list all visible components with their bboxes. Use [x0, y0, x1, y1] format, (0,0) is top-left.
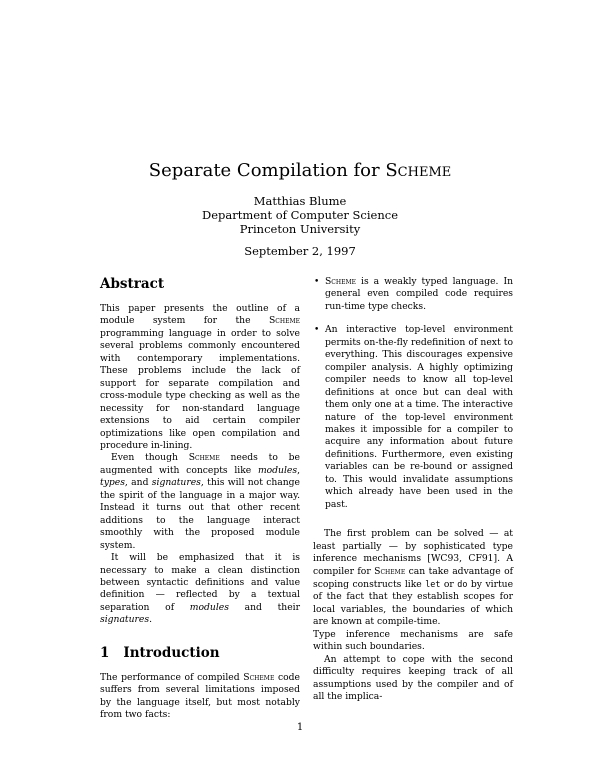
abstract-paragraph-3: It will be emphasized that it is necessary to make a clean distinction between syntactic definitions and value definition — reflected by a textual separation of modules and their signatures.: [100, 552, 300, 626]
paper-title: [0, 160, 600, 182]
section-number: 1: [100, 644, 110, 661]
body-paragraph-1: The first problem can be solved — at least partially — by sophisticated type inference mechanisms [WC93, CF91]. A compiler for Scheme can take advantage of scoping constructs like let or do by virtue of the fact that they establish scopes for local variables, the boundaries of which are known at compile-time.: [313, 528, 514, 628]
introduction-paragraph-1: The performance of compiled Scheme code suffers from several limitations imposed by the language itself, but most notably from two facts:: [100, 671, 300, 721]
body-paragraph-3: An attempt to cope with the second difficulty requires keeping track of all assumptions used by the compiler and of all the implica-: [313, 653, 513, 703]
title-text: Separate Compilation for: [148, 160, 386, 181]
abstract-heading: Abstract: [100, 276, 165, 292]
author-name: Matthias Blume: [253, 194, 347, 208]
right-column: [313, 276, 513, 704]
abstract-paragraph-1: This paper presents the outline of a module system for the Scheme programming language in order to solve several problems commonly encountered with contemporary implementations. These problems include the lack of support for separate compilation and cross-module type checking as well as the necessity for non-standard language extensions to aid certain compiler optimizations like open compilation and procedure in-lining.: [100, 303, 300, 451]
introduction-heading: [100, 645, 300, 661]
paper-date: September 2, 1997: [244, 244, 356, 258]
page-number: 1: [296, 722, 304, 733]
bullet-icon: •: [314, 277, 320, 287]
limitations-list: [313, 276, 513, 511]
author-department: Department of Computer Science: [201, 208, 399, 222]
bullet-icon: •: [314, 325, 320, 336]
abstract-paragraph-2: Even though Scheme needs to be augmented with concepts like modules, types, and signatures, this will not change the spirit of the language in a major way. Instead it turns out that other recent additions to the language interact smoothly with the proposed module system.: [100, 452, 300, 551]
author-university: Princeton University: [239, 222, 361, 236]
list-item: • Scheme is a weakly typed language. In general even compiled code requires run-time type checks.: [314, 276, 513, 312]
list-item: • An interactive top-level environment permits on-the-fly redefinition of next to everything. This discourages expensive compiler analysis. A highly optimizing compiler needs to know all top-level definitions at once but can deal with them only one at a time. The interactive nature of the top-level environment makes it impossible for a compiler to acquire any information about future definitions. Furthermore, even existing variables can be re-bound or assigned to. This would invalidate assumptions which already have been used in the past.: [314, 324, 513, 510]
body-paragraph-2: Type inference mechanisms are safe within such boundaries.: [313, 628, 513, 653]
left-column: [100, 276, 300, 722]
section-title: Introduction: [123, 644, 220, 661]
title-scheme: Scheme: [385, 160, 452, 181]
